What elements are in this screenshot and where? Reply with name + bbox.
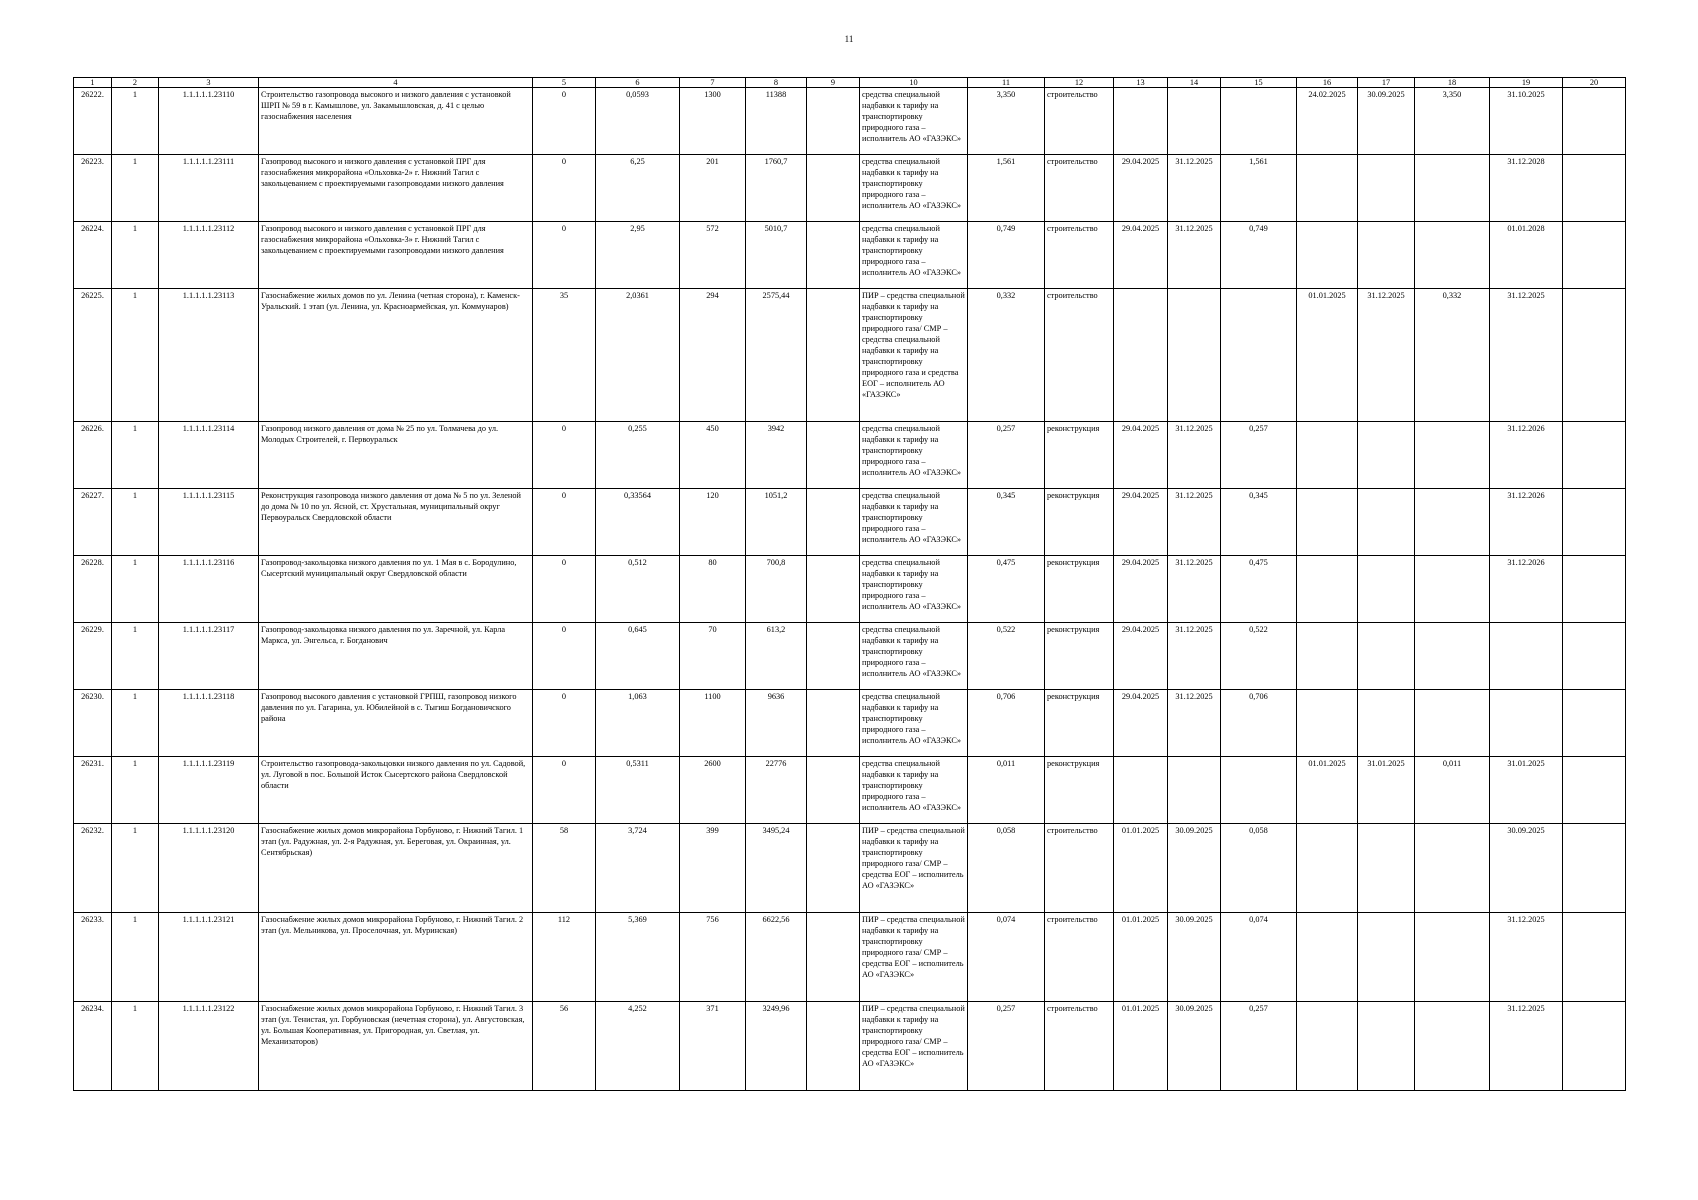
- completion-date: 31.12.2026: [1490, 422, 1563, 489]
- cell-col16: [1297, 422, 1358, 489]
- cell-col15: [1221, 289, 1297, 422]
- cell-col8: 2575,44: [746, 289, 807, 422]
- cell-col8: 5010,7: [746, 222, 807, 289]
- object-code: 1.1.1.1.1.23110: [159, 88, 259, 155]
- object-code: 1.1.1.1.1.23116: [159, 556, 259, 623]
- cell-col17: [1358, 623, 1415, 690]
- completion-date: 30.09.2025: [1490, 824, 1563, 913]
- cell-col11: 0,522: [968, 623, 1045, 690]
- cell-col7: 201: [680, 155, 746, 222]
- funding-source: ПИР – средства специальной надбавки к тарифу на транспортировку природного газа/ СМР – средства ЕОГ – исполнитель АО «ГАЗЭКС»: [860, 824, 968, 913]
- cell-col2: 1: [112, 556, 159, 623]
- object-code: 1.1.1.1.1.23115: [159, 489, 259, 556]
- cell-col18: [1415, 155, 1490, 222]
- object-code: 1.1.1.1.1.23120: [159, 824, 259, 913]
- end-date: 31.12.2025: [1168, 556, 1221, 623]
- cell-col16: [1297, 690, 1358, 757]
- cell-col15: 0,058: [1221, 824, 1297, 913]
- end-date: 30.09.2025: [1168, 913, 1221, 1002]
- column-number: 18: [1415, 78, 1490, 88]
- object-code: 1.1.1.1.1.23112: [159, 222, 259, 289]
- column-number: 6: [596, 78, 680, 88]
- funding-source: ПИР – средства специальной надбавки к тарифу на транспортировку природного газа/ СМР – средства ЕОГ – исполнитель АО «ГАЗЭКС»: [860, 1002, 968, 1091]
- cell-col16: [1297, 222, 1358, 289]
- cell-col8: 11388: [746, 88, 807, 155]
- column-number: 20: [1563, 78, 1626, 88]
- column-number: 16: [1297, 78, 1358, 88]
- row-number: 26224.: [74, 222, 112, 289]
- end-date: 31.12.2025: [1168, 155, 1221, 222]
- completion-date: 31.01.2025: [1490, 757, 1563, 824]
- column-number: 14: [1168, 78, 1221, 88]
- cell-col18: 0,011: [1415, 757, 1490, 824]
- cell-col11: 0,345: [968, 489, 1045, 556]
- cell-col20: [1563, 757, 1626, 824]
- cell-col9: [807, 757, 860, 824]
- funding-source: средства специальной надбавки к тарифу на транспортировку природного газа – исполнитель АО «ГАЗЭКС»: [860, 556, 968, 623]
- object-name: Строительство газопровода высокого и низкого давления с установкой ШРП № 59 в г. Камышлове, ул. Закамышловская, д. 41 с целью газоснабжения населения: [259, 88, 533, 155]
- table-row: [74, 623, 1626, 690]
- cell-col16: [1297, 824, 1358, 913]
- cell-col2: 1: [112, 422, 159, 489]
- column-number: 17: [1358, 78, 1415, 88]
- cell-col11: 0,706: [968, 690, 1045, 757]
- start-date: 29.04.2025: [1114, 222, 1168, 289]
- cell-col6: 2,95: [596, 222, 680, 289]
- end-date: 31.12.2025: [1168, 222, 1221, 289]
- cell-col17: [1358, 824, 1415, 913]
- end-date: 31.12.2025: [1168, 690, 1221, 757]
- cell-col20: [1563, 422, 1626, 489]
- cell-col16: [1297, 556, 1358, 623]
- column-number-row: [74, 78, 1626, 88]
- work-type: строительство: [1045, 1002, 1114, 1091]
- object-name: Газопровод высокого и низкого давления с установкой ПРГ для газоснабжения микрорайона «Ольховка-2» г. Нижний Тагил с закольцеванием с проектируемыми газопроводами низкого давления: [259, 155, 533, 222]
- table-row: [74, 913, 1626, 1002]
- end-date: [1168, 88, 1221, 155]
- cell-col17: [1358, 1002, 1415, 1091]
- row-number: 26222.: [74, 88, 112, 155]
- cell-col18: [1415, 556, 1490, 623]
- cell-col15: [1221, 757, 1297, 824]
- cell-col6: 0,645: [596, 623, 680, 690]
- object-code: 1.1.1.1.1.23111: [159, 155, 259, 222]
- cell-col2: 1: [112, 913, 159, 1002]
- cell-col18: [1415, 489, 1490, 556]
- cell-col11: 0,011: [968, 757, 1045, 824]
- cell-col7: 371: [680, 1002, 746, 1091]
- cell-col15: [1221, 88, 1297, 155]
- cell-col5: 58: [533, 824, 596, 913]
- column-number: 2: [112, 78, 159, 88]
- work-type: строительство: [1045, 824, 1114, 913]
- cell-col11: 0,058: [968, 824, 1045, 913]
- cell-col5: 112: [533, 913, 596, 1002]
- cell-col7: 120: [680, 489, 746, 556]
- cell-col2: 1: [112, 88, 159, 155]
- column-number: 13: [1114, 78, 1168, 88]
- column-number: 12: [1045, 78, 1114, 88]
- cell-col11: 0,749: [968, 222, 1045, 289]
- cell-col2: 1: [112, 824, 159, 913]
- cell-col15: 0,257: [1221, 422, 1297, 489]
- completion-date: 31.10.2025: [1490, 88, 1563, 155]
- end-date: [1168, 757, 1221, 824]
- start-date: [1114, 757, 1168, 824]
- object-code: 1.1.1.1.1.23121: [159, 913, 259, 1002]
- work-type: строительство: [1045, 289, 1114, 422]
- cell-col18: [1415, 824, 1490, 913]
- cell-col7: 756: [680, 913, 746, 1002]
- cell-col8: 3942: [746, 422, 807, 489]
- start-date: 01.01.2025: [1114, 824, 1168, 913]
- cell-col6: 3,724: [596, 824, 680, 913]
- column-number: 19: [1490, 78, 1563, 88]
- cell-col11: 1,561: [968, 155, 1045, 222]
- cell-col17: [1358, 489, 1415, 556]
- cell-col8: 613,2: [746, 623, 807, 690]
- cell-col20: [1563, 1002, 1626, 1091]
- completion-date: 31.12.2025: [1490, 289, 1563, 422]
- completion-date: 31.12.2025: [1490, 913, 1563, 1002]
- cell-col20: [1563, 489, 1626, 556]
- cell-col20: [1563, 222, 1626, 289]
- column-number: 10: [860, 78, 968, 88]
- end-date: 30.09.2025: [1168, 824, 1221, 913]
- start-date: 29.04.2025: [1114, 690, 1168, 757]
- cell-col7: 1100: [680, 690, 746, 757]
- cell-col9: [807, 155, 860, 222]
- column-number: 4: [259, 78, 533, 88]
- cell-col6: 0,255: [596, 422, 680, 489]
- cell-col5: 0: [533, 88, 596, 155]
- cell-col5: 0: [533, 690, 596, 757]
- object-name: Газоснабжение жилых домов по ул. Ленина (четная сторона), г. Каменск-Уральский. 1 этап (ул. Ленина, ул. Красноармейская, ул. Коммунаров): [259, 289, 533, 422]
- column-number: 1: [74, 78, 112, 88]
- cell-col5: 0: [533, 489, 596, 556]
- cell-col9: [807, 489, 860, 556]
- row-number: 26225.: [74, 289, 112, 422]
- work-type: реконструкция: [1045, 757, 1114, 824]
- completion-date: [1490, 623, 1563, 690]
- cell-col15: 0,706: [1221, 690, 1297, 757]
- cell-col6: 1,063: [596, 690, 680, 757]
- end-date: 31.12.2025: [1168, 623, 1221, 690]
- funding-source: средства специальной надбавки к тарифу на транспортировку природного газа – исполнитель АО «ГАЗЭКС»: [860, 757, 968, 824]
- cell-col15: 0,345: [1221, 489, 1297, 556]
- cell-col15: 0,074: [1221, 913, 1297, 1002]
- table-row: [74, 824, 1626, 913]
- table-row: [74, 88, 1626, 155]
- work-type: реконструкция: [1045, 623, 1114, 690]
- cell-col9: [807, 556, 860, 623]
- table-row: [74, 556, 1626, 623]
- row-number: 26230.: [74, 690, 112, 757]
- row-number: 26231.: [74, 757, 112, 824]
- row-number: 26228.: [74, 556, 112, 623]
- cell-col9: [807, 422, 860, 489]
- object-name: Газоснабжение жилых домов микрорайона Горбуново, г. Нижний Тагил. 1 этап (ул. Радужная, ул. 2-я Радужная, ул. Береговая, ул. Окраинная, ул. Сентябрьская): [259, 824, 533, 913]
- completion-date: 31.12.2026: [1490, 556, 1563, 623]
- end-date: 31.12.2025: [1168, 489, 1221, 556]
- table-row: [74, 289, 1626, 422]
- cell-col15: 0,522: [1221, 623, 1297, 690]
- object-name: Газоснабжение жилых домов микрорайона Горбуново, г. Нижний Тагил. 3 этап (ул. Тенистая, ул. Горбуновская (нечетная сторона), ул. Августовская, ул. Большая Кооперативная, ул. Пригородная, ул. Светлая, ул. Механизаторов): [259, 1002, 533, 1091]
- column-number: 7: [680, 78, 746, 88]
- row-number: 26229.: [74, 623, 112, 690]
- completion-date: 31.12.2028: [1490, 155, 1563, 222]
- cell-col7: 2600: [680, 757, 746, 824]
- completion-date: 31.12.2025: [1490, 1002, 1563, 1091]
- object-code: 1.1.1.1.1.23118: [159, 690, 259, 757]
- cell-col9: [807, 289, 860, 422]
- work-type: строительство: [1045, 155, 1114, 222]
- column-number: 5: [533, 78, 596, 88]
- cell-col18: [1415, 222, 1490, 289]
- cell-col9: [807, 222, 860, 289]
- investment-program-table: [73, 77, 1626, 1091]
- cell-col18: 3,350: [1415, 88, 1490, 155]
- table-row: [74, 1002, 1626, 1091]
- table-row: [74, 489, 1626, 556]
- cell-col11: 0,074: [968, 913, 1045, 1002]
- object-name: Газопровод-закольцовка низкого давления по ул. Заречной, ул. Карла Маркса, ул. Энгельса, г. Богданович: [259, 623, 533, 690]
- work-type: реконструкция: [1045, 422, 1114, 489]
- cell-col5: 56: [533, 1002, 596, 1091]
- cell-col17: 30.09.2025: [1358, 88, 1415, 155]
- start-date: 01.01.2025: [1114, 1002, 1168, 1091]
- object-name: Реконструкция газопровода низкого давления от дома № 5 по ул. Зеленой до дома № 10 по ул. Ясной, ст. Хрустальная, муниципальный округ Первоуральск Свердловской области: [259, 489, 533, 556]
- object-code: 1.1.1.1.1.23117: [159, 623, 259, 690]
- cell-col8: 1051,2: [746, 489, 807, 556]
- cell-col16: 01.01.2025: [1297, 289, 1358, 422]
- cell-col7: 294: [680, 289, 746, 422]
- cell-col6: 5,369: [596, 913, 680, 1002]
- cell-col17: [1358, 422, 1415, 489]
- funding-source: средства специальной надбавки к тарифу на транспортировку природного газа – исполнитель АО «ГАЗЭКС»: [860, 222, 968, 289]
- cell-col11: 3,350: [968, 88, 1045, 155]
- cell-col16: 24.02.2025: [1297, 88, 1358, 155]
- work-type: строительство: [1045, 913, 1114, 1002]
- cell-col7: 450: [680, 422, 746, 489]
- cell-col20: [1563, 690, 1626, 757]
- cell-col20: [1563, 289, 1626, 422]
- cell-col2: 1: [112, 289, 159, 422]
- object-name: Строительство газопровода-закольцовки низкого давления по ул. Садовой, ул. Луговой в пос. Большой Исток Сысертского района Свердловской области: [259, 757, 533, 824]
- funding-source: средства специальной надбавки к тарифу на транспортировку природного газа – исполнитель АО «ГАЗЭКС»: [860, 155, 968, 222]
- completion-date: 01.01.2028: [1490, 222, 1563, 289]
- funding-source: ПИР – средства специальной надбавки к тарифу на транспортировку природного газа/ СМР – средства ЕОГ – исполнитель АО «ГАЗЭКС»: [860, 913, 968, 1002]
- cell-col5: 0: [533, 422, 596, 489]
- cell-col16: 01.01.2025: [1297, 757, 1358, 824]
- funding-source: средства специальной надбавки к тарифу на транспортировку природного газа – исполнитель АО «ГАЗЭКС»: [860, 690, 968, 757]
- cell-col6: 0,512: [596, 556, 680, 623]
- work-type: строительство: [1045, 88, 1114, 155]
- row-number: 26232.: [74, 824, 112, 913]
- cell-col2: 1: [112, 757, 159, 824]
- column-number: 9: [807, 78, 860, 88]
- row-number: 26234.: [74, 1002, 112, 1091]
- object-code: 1.1.1.1.1.23114: [159, 422, 259, 489]
- cell-col8: 22776: [746, 757, 807, 824]
- cell-col18: 0,332: [1415, 289, 1490, 422]
- cell-col20: [1563, 155, 1626, 222]
- table-row: [74, 757, 1626, 824]
- cell-col2: 1: [112, 155, 159, 222]
- column-number: 3: [159, 78, 259, 88]
- cell-col20: [1563, 623, 1626, 690]
- cell-col6: 2,0361: [596, 289, 680, 422]
- end-date: [1168, 289, 1221, 422]
- column-number: 15: [1221, 78, 1297, 88]
- work-type: реконструкция: [1045, 690, 1114, 757]
- cell-col6: 0,33564: [596, 489, 680, 556]
- object-name: Газопровод высокого и низкого давления с установкой ПРГ для газоснабжения микрорайона «Ольховка-3» г. Нижний Тагил с закольцеванием с проектируемыми газопроводами низкого давления: [259, 222, 533, 289]
- cell-col20: [1563, 913, 1626, 1002]
- cell-col8: 700,8: [746, 556, 807, 623]
- funding-source: средства специальной надбавки к тарифу на транспортировку природного газа – исполнитель АО «ГАЗЭКС»: [860, 422, 968, 489]
- cell-col16: [1297, 913, 1358, 1002]
- start-date: 29.04.2025: [1114, 489, 1168, 556]
- completion-date: [1490, 690, 1563, 757]
- funding-source: средства специальной надбавки к тарифу на транспортировку природного газа – исполнитель АО «ГАЗЭКС»: [860, 489, 968, 556]
- cell-col17: [1358, 556, 1415, 623]
- cell-col11: 0,257: [968, 422, 1045, 489]
- cell-col11: 0,475: [968, 556, 1045, 623]
- cell-col7: 1300: [680, 88, 746, 155]
- cell-col9: [807, 88, 860, 155]
- cell-col8: 3495,24: [746, 824, 807, 913]
- cell-col7: 572: [680, 222, 746, 289]
- cell-col18: [1415, 913, 1490, 1002]
- cell-col17: [1358, 222, 1415, 289]
- cell-col20: [1563, 824, 1626, 913]
- end-date: 30.09.2025: [1168, 1002, 1221, 1091]
- cell-col11: 0,332: [968, 289, 1045, 422]
- row-number: 26233.: [74, 913, 112, 1002]
- cell-col11: 0,257: [968, 1002, 1045, 1091]
- cell-col18: [1415, 690, 1490, 757]
- cell-col5: 0: [533, 623, 596, 690]
- table-row: [74, 422, 1626, 489]
- cell-col17: 31.12.2025: [1358, 289, 1415, 422]
- table-row: [74, 222, 1626, 289]
- cell-col8: 9636: [746, 690, 807, 757]
- cell-col5: 0: [533, 222, 596, 289]
- cell-col17: [1358, 155, 1415, 222]
- object-code: 1.1.1.1.1.23119: [159, 757, 259, 824]
- cell-col8: 1760,7: [746, 155, 807, 222]
- object-code: 1.1.1.1.1.23122: [159, 1002, 259, 1091]
- column-number: 8: [746, 78, 807, 88]
- object-code: 1.1.1.1.1.23113: [159, 289, 259, 422]
- object-name: Газопровод высокого давления с установкой ГРПШ, газопровод низкого давления по ул. Гагарина, ул. Юбилейной в с. Тыгиш Богдановичского района: [259, 690, 533, 757]
- cell-col17: [1358, 690, 1415, 757]
- cell-col15: 0,257: [1221, 1002, 1297, 1091]
- column-number: 11: [968, 78, 1045, 88]
- start-date: 29.04.2025: [1114, 556, 1168, 623]
- cell-col6: 4,252: [596, 1002, 680, 1091]
- cell-col9: [807, 690, 860, 757]
- start-date: 29.04.2025: [1114, 623, 1168, 690]
- start-date: [1114, 289, 1168, 422]
- cell-col20: [1563, 88, 1626, 155]
- cell-col8: 3249,96: [746, 1002, 807, 1091]
- start-date: 01.01.2025: [1114, 913, 1168, 1002]
- cell-col5: 0: [533, 757, 596, 824]
- cell-col15: 0,749: [1221, 222, 1297, 289]
- end-date: 31.12.2025: [1168, 422, 1221, 489]
- cell-col9: [807, 623, 860, 690]
- cell-col18: [1415, 623, 1490, 690]
- row-number: 26223.: [74, 155, 112, 222]
- cell-col6: 0,5311: [596, 757, 680, 824]
- cell-col5: 0: [533, 556, 596, 623]
- cell-col18: [1415, 1002, 1490, 1091]
- cell-col7: 70: [680, 623, 746, 690]
- cell-col8: 6622,56: [746, 913, 807, 1002]
- object-name: Газопровод-закольцовка низкого давления по ул. 1 Мая в с. Бородулино, Сысертский муниципальный округ Свердловской области: [259, 556, 533, 623]
- cell-col7: 399: [680, 824, 746, 913]
- row-number: 26226.: [74, 422, 112, 489]
- start-date: 29.04.2025: [1114, 155, 1168, 222]
- cell-col15: 0,475: [1221, 556, 1297, 623]
- cell-col9: [807, 824, 860, 913]
- table-row: [74, 690, 1626, 757]
- object-name: Газоснабжение жилых домов микрорайона Горбуново, г. Нижний Тагил. 2 этап (ул. Мельникова, ул. Проселочная, ул. Муринская): [259, 913, 533, 1002]
- cell-col2: 1: [112, 690, 159, 757]
- cell-col16: [1297, 1002, 1358, 1091]
- cell-col16: [1297, 155, 1358, 222]
- cell-col17: 31.01.2025: [1358, 757, 1415, 824]
- cell-col2: 1: [112, 489, 159, 556]
- work-type: реконструкция: [1045, 489, 1114, 556]
- page-number: 11: [844, 34, 854, 44]
- cell-col5: 0: [533, 155, 596, 222]
- cell-col17: [1358, 913, 1415, 1002]
- cell-col5: 35: [533, 289, 596, 422]
- work-type: реконструкция: [1045, 556, 1114, 623]
- cell-col6: 0,0593: [596, 88, 680, 155]
- cell-col2: 1: [112, 222, 159, 289]
- funding-source: ПИР – средства специальной надбавки к тарифу на транспортировку природного газа/ СМР – средства специальной надбавки к тарифу на транспортировку природного газа и средства ЕОГ – исполнитель АО «ГАЗЭКС»: [860, 289, 968, 422]
- cell-col9: [807, 913, 860, 1002]
- work-type: строительство: [1045, 222, 1114, 289]
- cell-col20: [1563, 556, 1626, 623]
- cell-col2: 1: [112, 623, 159, 690]
- start-date: 29.04.2025: [1114, 422, 1168, 489]
- object-name: Газопровод низкого давления от дома № 25 по ул. Толмачева до ул. Молодых Строителей, г. Первоуральск: [259, 422, 533, 489]
- cell-col16: [1297, 489, 1358, 556]
- cell-col6: 6,25: [596, 155, 680, 222]
- funding-source: средства специальной надбавки к тарифу на транспортировку природного газа – исполнитель АО «ГАЗЭКС»: [860, 88, 968, 155]
- cell-col15: 1,561: [1221, 155, 1297, 222]
- cell-col18: [1415, 422, 1490, 489]
- funding-source: средства специальной надбавки к тарифу на транспортировку природного газа – исполнитель АО «ГАЗЭКС»: [860, 623, 968, 690]
- row-number: 26227.: [74, 489, 112, 556]
- cell-col16: [1297, 623, 1358, 690]
- table-row: [74, 155, 1626, 222]
- cell-col7: 80: [680, 556, 746, 623]
- cell-col2: 1: [112, 1002, 159, 1091]
- cell-col9: [807, 1002, 860, 1091]
- completion-date: 31.12.2026: [1490, 489, 1563, 556]
- start-date: [1114, 88, 1168, 155]
